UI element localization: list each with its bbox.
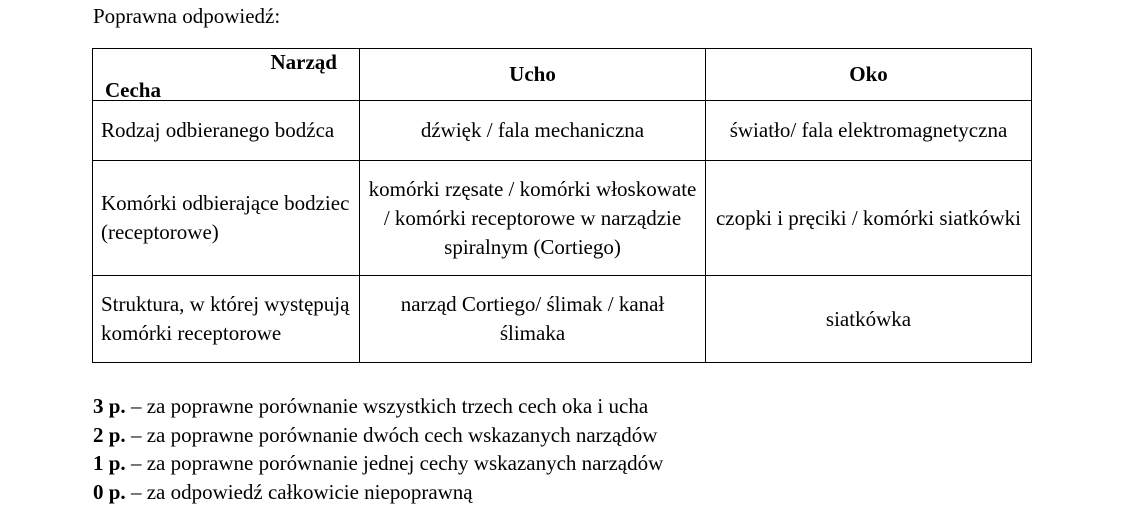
scoring-text: – za poprawne porównanie wszystkich trzech cech oka i ucha <box>125 394 649 418</box>
corner-trait-label: Cecha <box>105 78 161 102</box>
scoring-text: – za odpowiedź całkowicie niepoprawną <box>125 479 473 504</box>
table-row <box>93 161 1032 276</box>
corner-organ-label: Narząd <box>270 50 337 74</box>
scoring-points: 1 p. <box>93 451 126 475</box>
cell-ucho-stimulus: dźwięk / fala mechaniczna <box>360 101 706 161</box>
answer-table <box>92 48 1032 363</box>
scoring-item <box>93 392 663 421</box>
scoring-points: 2 p. <box>93 422 126 447</box>
table-row <box>93 101 1032 161</box>
table-header-row <box>93 49 1032 101</box>
cell-oko-structure: siatkówka <box>706 276 1032 363</box>
cell-ucho-receptor-cells: komórki rzęsate / komórki włoskowate / komórki receptorowe w narządzie spiralnym (Cortiego) <box>360 161 706 276</box>
scoring-text: – za poprawne porównanie jednej cechy wskazanych narządów <box>125 451 664 475</box>
scoring-text: – za poprawne porównanie dwóch cech wskazanych narządów <box>125 422 658 447</box>
scoring-points: 0 p. <box>93 479 126 504</box>
answer-heading: Poprawna odpowiedź: <box>93 4 281 28</box>
scoring-item <box>93 478 663 507</box>
scoring-item <box>93 449 663 478</box>
scoring-list <box>93 392 663 506</box>
row-label-receptor-cells: Komórki odbierające bodziec (receptorowe) <box>93 161 360 276</box>
row-label-stimulus: Rodzaj odbieranego bodźca <box>93 101 360 161</box>
scoring-item <box>93 421 663 450</box>
cell-oko-receptor-cells: czopki i pręciki / komórki siatkówki <box>706 161 1032 276</box>
column-header-ucho: Ucho <box>360 49 706 101</box>
scoring-points: 3 p. <box>93 394 126 418</box>
table-row <box>93 276 1032 363</box>
corner-header-cell <box>93 49 360 101</box>
cell-ucho-structure: narząd Cortiego/ ślimak / kanał ślimaka <box>360 276 706 363</box>
column-header-oko: Oko <box>706 49 1032 101</box>
cell-oko-stimulus: światło/ fala elektromagnetyczna <box>706 101 1032 161</box>
row-label-structure: Struktura, w której występują komórki receptorowe <box>93 276 360 363</box>
